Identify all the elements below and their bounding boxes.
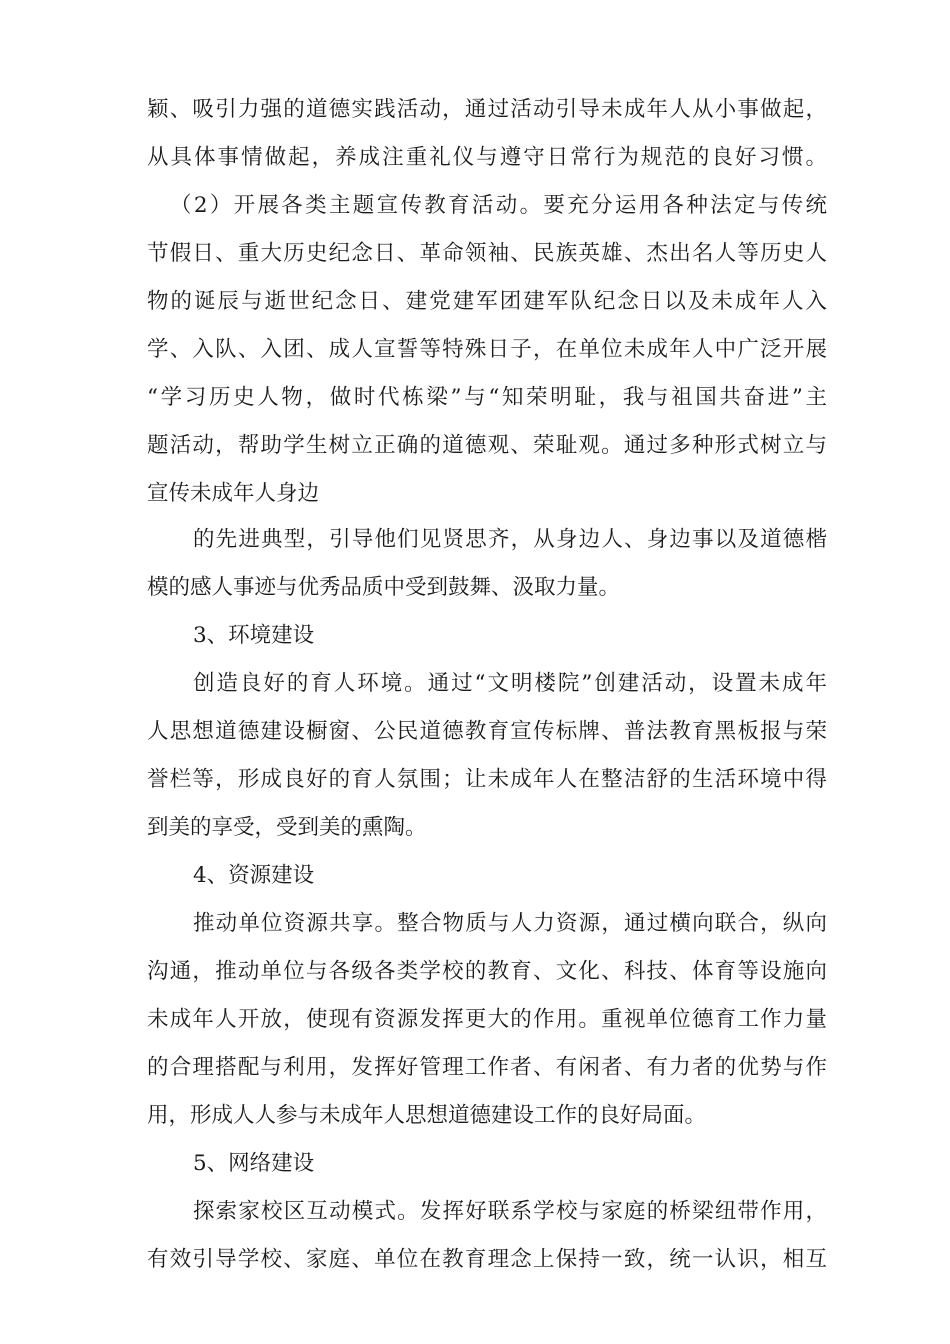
section-heading: 3、环境建设 [193, 623, 315, 648]
text-line: 沟通，推动单位与各级各类学校的教育、文化、科技、体育等设施向 [147, 959, 827, 984]
section-heading: 4、资源建设 [193, 863, 315, 888]
text-line: 宣传未成年人身边 [147, 481, 320, 506]
text-line: “学习历史人物，做时代栋梁”与“知荣明耻，我与祖国共奋进”主 [147, 385, 827, 410]
section-heading: 5、网络建设 [193, 1151, 315, 1176]
text-line: 题活动，帮助学生树立正确的道德观、荣耻观。通过多种形式树立与 [147, 433, 827, 458]
paragraph-first-line: 探索家校区互动模式。发挥好联系学校与家庭的桥梁纽带作用， [193, 1199, 827, 1224]
text-line: 人思想道德建设橱窗、公民道德教育宣传标牌、普法教育黑板报与荣 [147, 719, 827, 744]
paragraph-first-line: 的先进典型，引导他们见贤思齐，从身边人、身边事以及道德楷 [193, 527, 827, 552]
text-line: 誉栏等，形成良好的育人氛围；让未成年人在整洁舒的生活环境中得 [147, 767, 827, 792]
paragraph-first-line: （2）开展各类主题宣传教育活动。要充分运用各种法定与传统 [170, 193, 827, 218]
text-line: 节假日、重大历史纪念日、革命领袖、民族英雄、杰出名人等历史人 [147, 241, 827, 266]
text-line: 学、入队、入团、成人宣誓等特殊日子，在单位未成年人中广泛开展 [147, 337, 827, 362]
text-line: 到美的享受，受到美的熏陶。 [147, 815, 427, 840]
text-line: 物的诞辰与逝世纪念日、建党建军团建军队纪念日以及未成年人入 [147, 289, 827, 314]
paragraph-first-line: 推动单位资源共享。整合物质与人力资源，通过横向联合，纵向 [193, 911, 827, 936]
text-line: 从具体事情做起，养成注重礼仪与遵守日常行为规范的良好习惯。 [147, 145, 827, 170]
text-line: 的合理搭配与利用，发挥好管理工作者、有闲者、有力者的优势与作 [147, 1055, 827, 1080]
text-line: 用，形成人人参与未成年人思想道德建设工作的良好局面。 [147, 1103, 707, 1128]
paragraph-first-line: 创造良好的育人环境。通过“文明楼院”创建活动，设置未成年 [193, 671, 827, 696]
text-line: 有效引导学校、家庭、单位在教育理念上保持一致，统一认识，相互 [147, 1247, 827, 1272]
text-line: 模的感人事迹与优秀品质中受到鼓舞、汲取力量。 [147, 575, 621, 600]
text-line: 未成年人开放，使现有资源发挥更大的作用。重视单位德育工作力量 [147, 1007, 827, 1032]
text-line: 颖、吸引力强的道德实践活动，通过活动引导未成年人从小事做起， [147, 97, 827, 122]
